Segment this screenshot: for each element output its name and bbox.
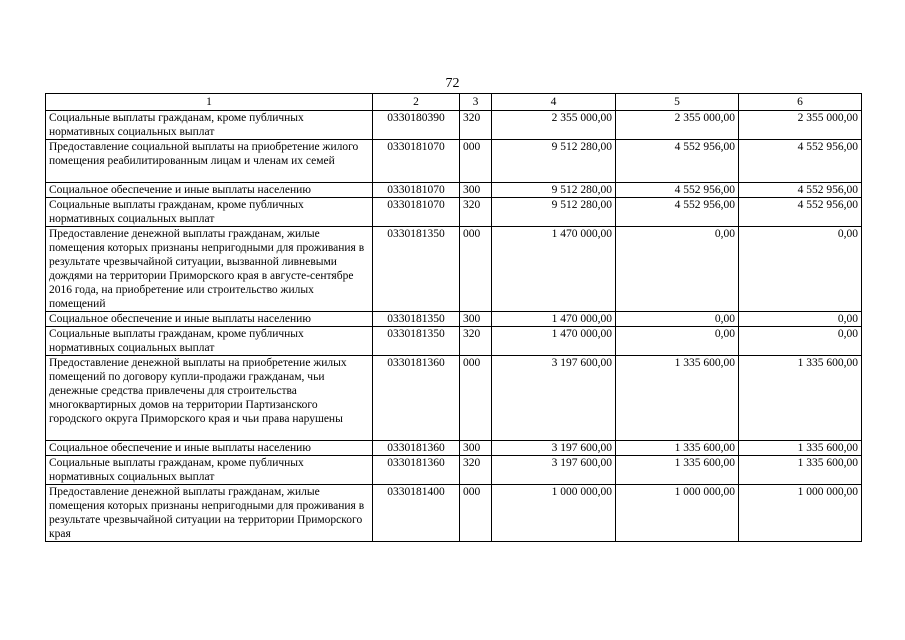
- budget-table: [45, 93, 862, 542]
- row-value-col4: 1 470 000,00: [492, 327, 616, 356]
- column-header: 5: [616, 94, 739, 111]
- row-code-cell: 0330181360: [373, 456, 460, 485]
- row-name-cell: Социальные выплаты гражданам, кроме публичных нормативных социальных выплат: [46, 456, 373, 485]
- row-code-cell: 0330181070: [373, 140, 460, 183]
- row-value-col5: 1 335 600,00: [616, 441, 739, 456]
- row-code-cell: 0330181360: [373, 356, 460, 441]
- row-type-cell: 300: [460, 312, 492, 327]
- row-value-col4: 9 512 280,00: [492, 183, 616, 198]
- row-value-col4: 2 355 000,00: [492, 111, 616, 140]
- row-type-cell: 320: [460, 111, 492, 140]
- row-value-col5: 1 335 600,00: [616, 356, 739, 441]
- column-header: 6: [739, 94, 862, 111]
- row-code-cell: 0330181400: [373, 485, 460, 542]
- row-value-col5: 0,00: [616, 312, 739, 327]
- row-name-cell: Предоставление денежной выплаты гражданам, жилые помещения которых признаны непригодными для проживания в результате чрезвычайной ситуации, вызванной ливневыми дождями на территории Приморского края в августе-сентябре 2016 года, на приобретение или строительство жилых помещений: [46, 227, 373, 312]
- row-type-cell: 320: [460, 456, 492, 485]
- row-value-col5: 0,00: [616, 327, 739, 356]
- row-value-col4: 3 197 600,00: [492, 356, 616, 441]
- row-type-cell: 000: [460, 485, 492, 542]
- row-value-col4: 1 470 000,00: [492, 312, 616, 327]
- row-name-cell: Социальные выплаты гражданам, кроме публичных нормативных социальных выплат: [46, 198, 373, 227]
- row-type-cell: 320: [460, 198, 492, 227]
- row-value-col6: 4 552 956,00: [739, 198, 862, 227]
- row-code-cell: 0330181350: [373, 327, 460, 356]
- table-row: [46, 198, 862, 227]
- table-row: [46, 111, 862, 140]
- page-number: 72: [445, 76, 460, 91]
- row-value-col4: 3 197 600,00: [492, 441, 616, 456]
- row-value-col4: 9 512 280,00: [492, 140, 616, 183]
- row-code-cell: 0330180390: [373, 111, 460, 140]
- row-type-cell: 300: [460, 183, 492, 198]
- row-name-cell: Социальные выплаты гражданам, кроме публичных нормативных социальных выплат: [46, 327, 373, 356]
- row-value-col6: 0,00: [739, 327, 862, 356]
- table-header-row: [46, 94, 862, 111]
- row-code-cell: 0330181350: [373, 312, 460, 327]
- row-value-col6: 1 000 000,00: [739, 485, 862, 542]
- row-name-cell: Социальное обеспечение и иные выплаты населению: [46, 312, 373, 327]
- row-value-col6: 1 335 600,00: [739, 441, 862, 456]
- column-header: 4: [492, 94, 616, 111]
- column-header: 1: [46, 94, 373, 111]
- row-value-col5: 4 552 956,00: [616, 140, 739, 183]
- row-type-cell: 300: [460, 441, 492, 456]
- row-value-col4: 1 470 000,00: [492, 227, 616, 312]
- row-name-cell: Предоставление социальной выплаты на приобретение жилого помещения реабилитированным лицам и членам их семей: [46, 140, 373, 183]
- row-value-col6: 1 335 600,00: [739, 456, 862, 485]
- table-body: [46, 111, 862, 542]
- row-name-cell: Социальное обеспечение и иные выплаты населению: [46, 441, 373, 456]
- row-type-cell: 000: [460, 356, 492, 441]
- column-header: 2: [373, 94, 460, 111]
- row-value-col5: 2 355 000,00: [616, 111, 739, 140]
- row-value-col6: 4 552 956,00: [739, 140, 862, 183]
- table-row: [46, 227, 862, 312]
- row-value-col5: 4 552 956,00: [616, 198, 739, 227]
- column-header: 3: [460, 94, 492, 111]
- table-row: [46, 183, 862, 198]
- row-value-col4: 9 512 280,00: [492, 198, 616, 227]
- table-row: [46, 456, 862, 485]
- row-value-col6: 0,00: [739, 227, 862, 312]
- row-name-cell: Предоставление денежной выплаты на приобретение жилых помещений по договору купли-продажи гражданам, чьи денежные средства привлечены для строительства многоквартирных домов на территории Партизанского городского округа Приморского края и чьи права нарушены: [46, 356, 373, 441]
- row-code-cell: 0330181350: [373, 227, 460, 312]
- table-row: [46, 140, 862, 183]
- table-row: [46, 312, 862, 327]
- row-name-cell: Социальные выплаты гражданам, кроме публичных нормативных социальных выплат: [46, 111, 373, 140]
- table-row: [46, 327, 862, 356]
- row-value-col6: 1 335 600,00: [739, 356, 862, 441]
- table-row: [46, 485, 862, 542]
- row-value-col6: 2 355 000,00: [739, 111, 862, 140]
- row-type-cell: 000: [460, 140, 492, 183]
- row-name-cell: Социальное обеспечение и иные выплаты населению: [46, 183, 373, 198]
- row-value-col5: 1 000 000,00: [616, 485, 739, 542]
- row-type-cell: 000: [460, 227, 492, 312]
- row-value-col5: 1 335 600,00: [616, 456, 739, 485]
- table-row: [46, 441, 862, 456]
- table-row: [46, 356, 862, 441]
- row-value-col6: 4 552 956,00: [739, 183, 862, 198]
- row-value-col5: 0,00: [616, 227, 739, 312]
- row-value-col4: 1 000 000,00: [492, 485, 616, 542]
- row-value-col6: 0,00: [739, 312, 862, 327]
- row-type-cell: 320: [460, 327, 492, 356]
- row-code-cell: 0330181070: [373, 198, 460, 227]
- row-code-cell: 0330181070: [373, 183, 460, 198]
- row-value-col5: 4 552 956,00: [616, 183, 739, 198]
- row-value-col4: 3 197 600,00: [492, 456, 616, 485]
- row-code-cell: 0330181360: [373, 441, 460, 456]
- row-name-cell: Предоставление денежной выплаты гражданам, жилые помещения которых признаны непригодными для проживания в результате чрезвычайной ситуации на территории Приморского края: [46, 485, 373, 542]
